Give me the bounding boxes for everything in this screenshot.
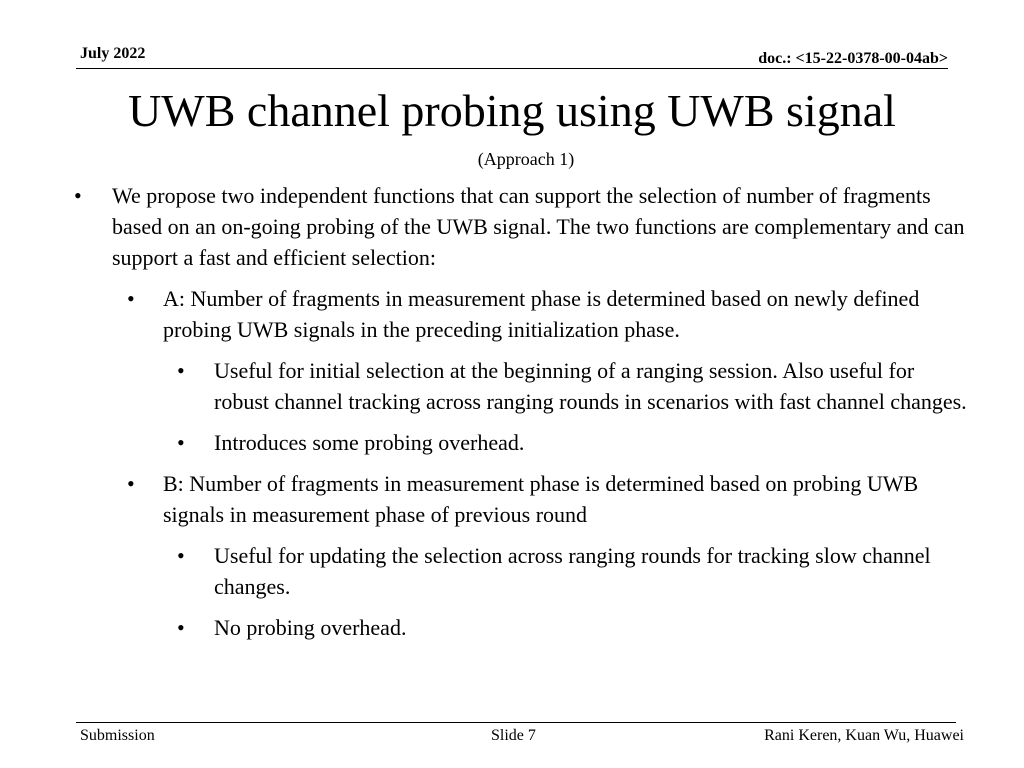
footer-slide-number: Slide 7 (491, 727, 536, 744)
bullet-item (70, 283, 970, 345)
bullet-marker: • (177, 543, 185, 568)
bullet-text: Useful for initial selection at the beginning of a ranging session. Also useful for robust channel tracking across ranging rounds in scenarios with fast channel changes. (214, 358, 967, 414)
bullet-text: Introduces some probing overhead. (214, 430, 525, 455)
footer-submission: Submission (80, 727, 155, 744)
bullet-text: B: Number of fragments in measurement phase is determined based on probing UWB signals in measurement phase of previous round (163, 471, 919, 527)
header-divider (76, 68, 948, 69)
bullet-marker: • (177, 358, 185, 383)
bullet-marker: • (177, 430, 185, 455)
bullet-item (70, 180, 970, 273)
bullet-marker: • (177, 615, 185, 640)
bullet-item (70, 612, 970, 643)
bullet-text: Useful for updating the selection across ranging rounds for tracking slow channel changes. (214, 543, 931, 599)
bullet-item (70, 355, 970, 417)
bullet-item (70, 468, 970, 530)
bullet-text: No probing overhead. (214, 615, 407, 640)
bullet-text: We propose two independent functions that can support the selection of number of fragments based on an on-going probing of the UWB signal. The two functions are complementary and can support a fast and efficient selection: (112, 183, 965, 270)
bullet-marker: • (74, 183, 82, 208)
bullet-item (70, 540, 970, 602)
bullet-item (70, 427, 970, 458)
bullet-marker: • (127, 286, 135, 311)
bullet-marker: • (127, 471, 135, 496)
bullet-text: A: Number of fragments in measurement phase is determined based on newly defined probing UWB signals in the preceding initialization phase. (163, 286, 920, 342)
header-doc-id: doc.: <15-22-0378-00-04ab> (758, 50, 948, 67)
footer-authors: Rani Keren, Kuan Wu, Huawei (764, 727, 964, 744)
header-date: July 2022 (80, 45, 146, 62)
bullet-list (70, 180, 970, 653)
slide-subtitle: (Approach 1) (477, 149, 575, 169)
footer-divider (76, 722, 956, 723)
slide-title: UWB channel probing using UWB signal (128, 85, 896, 136)
